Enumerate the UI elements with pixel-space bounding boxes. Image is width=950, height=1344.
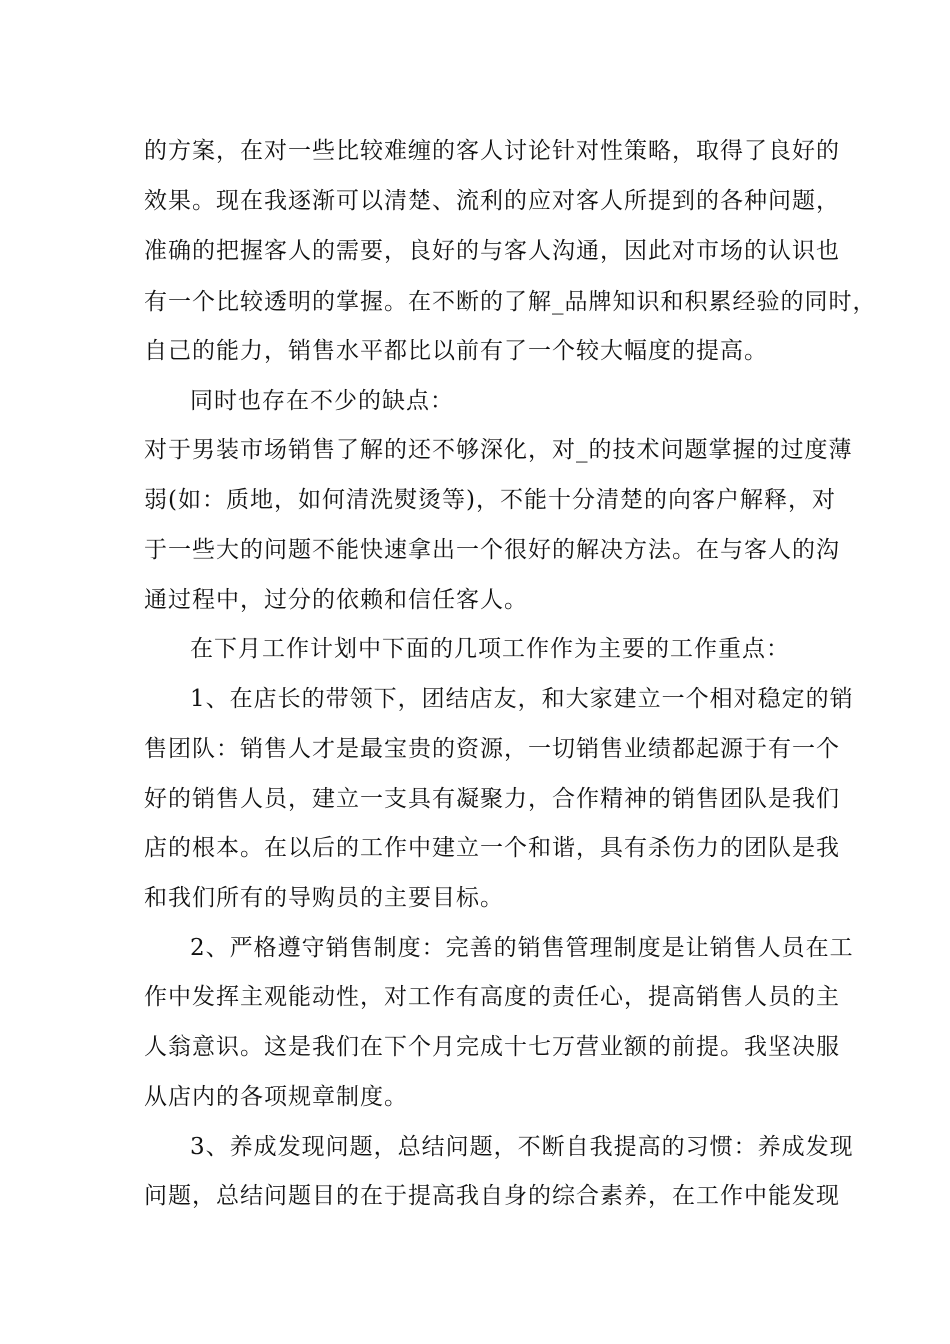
text-line: 售团队：销售人才是最宝贵的资源，一切销售业绩都起源于有一个	[144, 736, 840, 762]
text-line: 通过程中，过分的依赖和信任客人。	[144, 587, 528, 613]
text-line: 1、在店长的带领下，团结店友，和大家建立一个相对稳定的销	[190, 686, 854, 712]
text-line: 好的销售人员，建立一支具有凝聚力，合作精神的销售团队是我们	[144, 786, 840, 812]
text-line: 人翁意识。这是我们在下个月完成十七万营业额的前提。我坚决服	[144, 1034, 840, 1060]
text-line: 在下月工作计划中下面的几项工作作为主要的工作重点：	[190, 636, 790, 662]
text-line: 从店内的各项规章制度。	[144, 1084, 408, 1110]
text-line: 2、严格遵守销售制度：完善的销售管理制度是让销售人员在工	[190, 935, 854, 961]
text-line: 准确的把握客人的需要，良好的与客人沟通，因此对市场的认识也	[144, 238, 840, 264]
text-line: 同时也存在不少的缺点：	[190, 388, 454, 414]
text-line: 于一些大的问题不能快速拿出一个很好的解决方法。在与客人的沟	[144, 537, 840, 563]
text-line: 自己的能力，销售水平都比以前有了一个较大幅度的提高。	[144, 338, 768, 364]
text-line: 店的根本。在以后的工作中建立一个和谐，具有杀伤力的团队是我	[144, 835, 840, 861]
text-line: 和我们所有的导购员的主要目标。	[144, 885, 504, 911]
text-line: 的方案，在对一些比较难缠的客人讨论针对性策略，取得了良好的	[144, 138, 840, 164]
text-line: 效果。现在我逐渐可以清楚、流利的应对客人所提到的各种问题，	[144, 188, 840, 214]
text-line: 有一个比较透明的掌握。在不断的了解_品牌知识和积累经验的同时，	[144, 289, 877, 315]
text-line: 问题，总结问题目的在于提高我自身的综合素养，在工作中能发现	[144, 1183, 840, 1209]
text-line: 弱(如：质地，如何清洗熨烫等)，不能十分清楚的向客户解释，对	[144, 487, 836, 513]
text-line: 3、养成发现问题，总结问题，不断自我提高的习惯：养成发现	[190, 1134, 854, 1160]
text-line: 作中发挥主观能动性，对工作有高度的责任心，提高销售人员的主	[144, 984, 840, 1010]
text-line: 对于男装市场销售了解的还不够深化，对_的技术问题掌握的过度薄	[144, 437, 853, 463]
